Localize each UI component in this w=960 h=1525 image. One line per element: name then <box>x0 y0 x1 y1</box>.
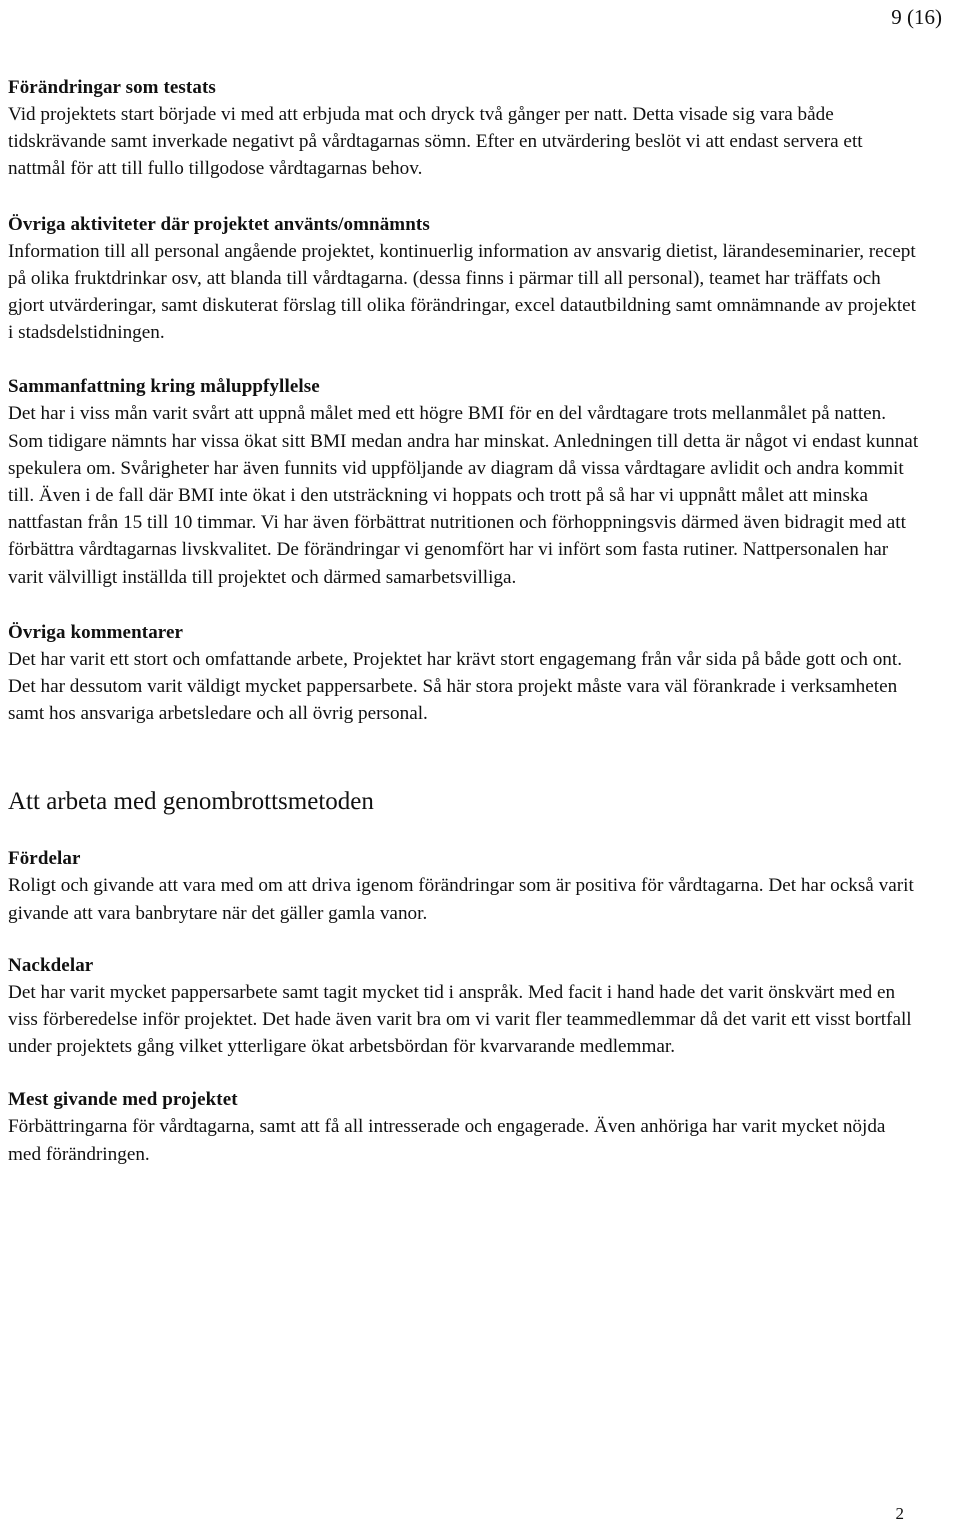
major-heading: Att arbeta med genombrottsmetoden <box>8 788 374 816</box>
section-heading: Övriga aktiviteter där projektet använts/omnämnts <box>8 213 430 235</box>
section-goal-summary <box>8 373 920 590</box>
section-other-activities <box>8 211 920 347</box>
section-heading: Övriga kommentarer <box>8 621 184 643</box>
subsection-heading: Mest givande med projektet <box>8 1089 238 1111</box>
subsection-advantages <box>8 845 920 926</box>
section-paragraph: Vid projektets start började vi med att erbjuda mat och dryck två gånger per natt. Detta visade sig vara både tidskrävande samt inverkade negativt på vårdtagarnas sömn. Efter en utvärdering beslöt vi att endast servera ett nattmål för att till fullo tillgodose vårdtagarnas behov. <box>8 104 863 180</box>
section-paragraph: Information till all personal angående projektet, kontinuerlig information av ansvarig dietist, lärandeseminarier, recept på olika fruktdrinkar osv, att blanda till vårdtagarna. (dessa finns i pärmar till all personal), teamet har träffats och gjort utvärderingar, samt diskuterat förslag till olika förändringar, excel datautbildning samt omnämnande av projektet i stadsdelstidningen. <box>8 240 916 344</box>
section-heading: Sammanfattning kring måluppfyllelse <box>8 376 320 398</box>
subsection-heading: Nackdelar <box>8 954 94 976</box>
subsection-paragraph: Det har varit mycket pappersarbete samt tagit mycket tid i anspråk. Med facit i hand hade det varit önskvärt med en viss förberedelse inför projektet. Det hade även varit bra om vi varit fler teammedlemmar då det varit ett visst bortfall under projektets gång vilket ytterligare ökat arbetsbördan för kvarvarande medlemmar. <box>8 981 912 1058</box>
subsection-most-rewarding <box>8 1086 920 1167</box>
section-heading: Förändringar som testats <box>8 77 216 98</box>
subsection-paragraph: Förbättringarna för vårdtagarna, samt att få all intresserade och engagerade. Även anhöriga har varit mycket nöjda med förändringen. <box>8 1116 886 1165</box>
subsection-paragraph: Roligt och givande att vara med om att driva igenom förändringar som är positiva för vårdtagarna. Det har också varit givande att vara banbrytare när det gäller gamla vanor. <box>8 875 914 924</box>
subsection-heading: Fördelar <box>8 848 81 870</box>
section-other-comments <box>8 619 920 728</box>
section-paragraph: Det har varit ett stort och omfattande arbete, Projektet har krävt stort engagemang från vår sida på både gott och ont. Det har dessutom varit väldigt mycket pappersarbete. Så här stora projekt måste vara väl förankrade i verksamheten samt hos ansvariga arbetsledare och all övrig personal. <box>8 648 903 725</box>
section-paragraph: Det har i viss mån varit svårt att uppnå målet med ett högre BMI för en del vårdtagare trots mellanmålet på natten. Som tidigare nämnts har vissa ökat sitt BMI medan andra har minskat. Anledningen till detta är något vi endast kunnat spekulera om. Svårigheter har även funnits vid uppföljande av diagram då vissa vårdtagare avlidit och andra kommit till. Även i de fall där BMI inte ökat i den utsträckning vi hoppats och trott på så har vi uppnått målet att minska nattfastan från 15 till 10 timmar. Vi har även förbättrat nutritionen och förhoppningsvis därmed även bidragit med att förbättra vårdtagarnas livskvalitet. De förändringar vi genomfört har vi infört som fasta rutiner. Nattpersonalen har varit välvilligt inställda till projektet och därmed samarbetsvilliga. <box>8 403 919 588</box>
footer-page-number: 2 <box>895 1504 904 1523</box>
document-body <box>8 74 920 1168</box>
page-number: 9 (16) <box>891 5 942 29</box>
subsection-disadvantages <box>8 952 920 1061</box>
section-changes-tested <box>8 74 920 183</box>
